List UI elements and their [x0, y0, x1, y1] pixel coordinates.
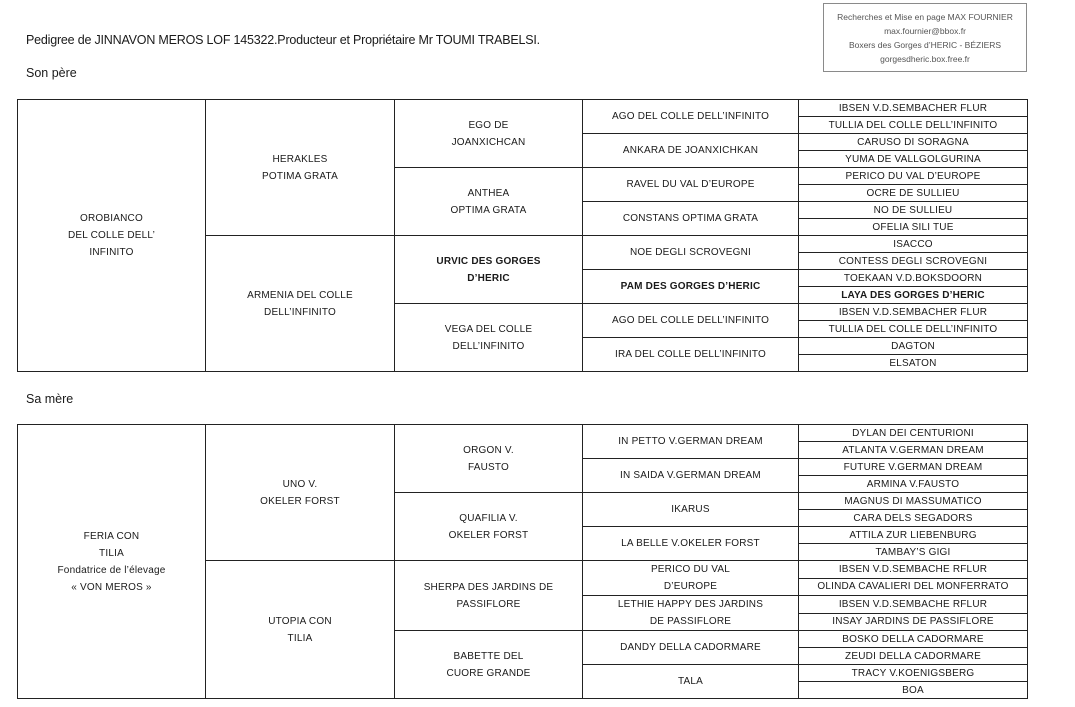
dam-gen5-cell: MAGNUS DI MASSUMATICO: [799, 493, 1028, 510]
sire-gen5-cell: ELSATON: [799, 355, 1028, 372]
sire-gen4-cell: AGO DEL COLLE DELL’INFINITO: [583, 100, 799, 134]
credit-box: [823, 3, 1027, 72]
sire-gen5-cell: OFELIA SILI TUE: [799, 219, 1028, 236]
dam-gen4-cell: LA BELLE V.OKELER FORST: [583, 527, 799, 561]
sire-gen3-cell: EGO DE JOANXICHCAN: [395, 100, 583, 168]
sire-gen5-cell: CONTESS DEGLI SCROVEGNI: [799, 253, 1028, 270]
dam-gen5-cell: IBSEN V.D.SEMBACHE RFLUR: [799, 596, 1028, 614]
sire-gen2-cell: HERAKLES POTIMA GRATA: [206, 100, 395, 236]
dam-gen2-cell: UNO V. OKELER FORST: [206, 425, 395, 561]
sire-gen5-cell: YUMA DE VALLGOLGURINA: [799, 151, 1028, 168]
page-title: Pedigree de JINNAVON MEROS LOF 145322.Producteur et Propriétaire Mr TOUMI TRABELSI.: [26, 33, 540, 47]
credit-line: Boxers des Gorges d’HERIC - BÉZIERS: [848, 39, 1002, 50]
dam-gen5-cell: ATTILA ZUR LIEBENBURG: [799, 527, 1028, 544]
dam-gen5-cell: DYLAN DEI CENTURIONI: [799, 425, 1028, 442]
sire-gen4-cell: AGO DEL COLLE DELL’INFINITO: [583, 304, 799, 338]
dam-gen3-cell: BABETTE DEL CUORE GRANDE: [395, 631, 583, 699]
dam-gen5-cell: CARA DELS SEGADORS: [799, 510, 1028, 527]
credit-line: Recherches et Mise en page MAX FOURNIER: [837, 11, 1013, 22]
dam-gen5-cell: INSAY JARDINS DE PASSIFLORE: [799, 613, 1028, 631]
dam-section-label: Sa mère: [26, 392, 74, 406]
dam-gen5-cell: ATLANTA V.GERMAN DREAM: [799, 442, 1028, 459]
sire-gen5-cell: TULLIA DEL COLLE DELL’INFINITO: [799, 321, 1028, 338]
sire-gen3-cell: URVIC DES GORGES D’HERIC: [395, 236, 583, 304]
sire-gen5-cell: NO DE SULLIEU: [799, 202, 1028, 219]
sire-gen4-cell: PAM DES GORGES D’HERIC: [583, 270, 799, 304]
sire-gen5-cell: IBSEN V.D.SEMBACHER FLUR: [799, 100, 1028, 117]
sire-pedigree-table: [17, 99, 1028, 372]
dam-gen5-cell: IBSEN V.D.SEMBACHE RFLUR: [799, 561, 1028, 579]
sire-section-label: Son père: [26, 66, 77, 80]
sire-gen5-cell: OCRE DE SULLIEU: [799, 185, 1028, 202]
dam-gen5-cell: ZEUDI DELLA CADORMARE: [799, 648, 1028, 665]
credit-email: max.fournier@bbox.fr: [884, 25, 966, 36]
dam-gen3-cell: SHERPA DES JARDINS DE PASSIFLORE: [395, 561, 583, 631]
sire-gen5-cell: IBSEN V.D.SEMBACHER FLUR: [799, 304, 1028, 321]
dam-pedigree-table: [17, 424, 1028, 699]
dam-gen4-cell: LETHIE HAPPY DES JARDINS DE PASSIFLORE: [583, 596, 799, 631]
sire-gen5-cell: CARUSO DI SORAGNA: [799, 134, 1028, 151]
dam-gen5-cell: OLINDA CAVALIERI DEL MONFERRATO: [799, 578, 1028, 596]
sire-gen4-cell: RAVEL DU VAL D’EUROPE: [583, 168, 799, 202]
sire-gen3-cell: ANTHEA OPTIMA GRATA: [395, 168, 583, 236]
dam-gen4-cell: IN SAIDA V.GERMAN DREAM: [583, 459, 799, 493]
sire-gen3-cell: VEGA DEL COLLE DELL’INFINITO: [395, 304, 583, 372]
sire-gen2-cell: ARMENIA DEL COLLE DELL’INFINITO: [206, 236, 395, 372]
dam-gen5-cell: TAMBAY’S GIGI: [799, 544, 1028, 561]
dam-gen5-cell: TRACY V.KOENIGSBERG: [799, 665, 1028, 682]
sire-gen1-cell: OROBIANCO DEL COLLE DELL’ INFINITO: [18, 100, 206, 372]
sire-gen4-cell: CONSTANS OPTIMA GRATA: [583, 202, 799, 236]
dam-gen5-cell: FUTURE V.GERMAN DREAM: [799, 459, 1028, 476]
dam-gen5-cell: ARMINA V.FAUSTO: [799, 476, 1028, 493]
sire-gen5-cell: LAYA DES GORGES D’HERIC: [799, 287, 1028, 304]
dam-gen4-cell: IKARUS: [583, 493, 799, 527]
credit-website: gorgesdheric.box.free.fr: [880, 53, 970, 64]
sire-gen4-cell: ANKARA DE JOANXICHKAN: [583, 134, 799, 168]
dam-gen4-cell: IN PETTO V.GERMAN DREAM: [583, 425, 799, 459]
sire-gen5-cell: PERICO DU VAL D’EUROPE: [799, 168, 1028, 185]
sire-gen4-cell: NOE DEGLI SCROVEGNI: [583, 236, 799, 270]
sire-gen4-cell: IRA DEL COLLE DELL’INFINITO: [583, 338, 799, 372]
dam-gen4-cell: TALA: [583, 665, 799, 699]
dam-gen5-cell: BOSKO DELLA CADORMARE: [799, 631, 1028, 648]
sire-gen5-cell: ISACCO: [799, 236, 1028, 253]
dam-gen3-cell: QUAFILIA V. OKELER FORST: [395, 493, 583, 561]
dam-gen1-cell: FERIA CON TILIA Fondatrice de l’élevage « VON MEROS »: [18, 425, 206, 699]
dam-gen4-cell: PERICO DU VAL D’EUROPE: [583, 561, 799, 596]
dam-gen4-cell: DANDY DELLA CADORMARE: [583, 631, 799, 665]
dam-gen3-cell: ORGON V. FAUSTO: [395, 425, 583, 493]
dam-gen5-cell: BOA: [799, 682, 1028, 699]
dam-gen2-cell: UTOPIA CON TILIA: [206, 561, 395, 699]
sire-gen5-cell: TULLIA DEL COLLE DELL’INFINITO: [799, 117, 1028, 134]
sire-gen5-cell: DAGTON: [799, 338, 1028, 355]
sire-gen5-cell: TOEKAAN V.D.BOKSDOORN: [799, 270, 1028, 287]
